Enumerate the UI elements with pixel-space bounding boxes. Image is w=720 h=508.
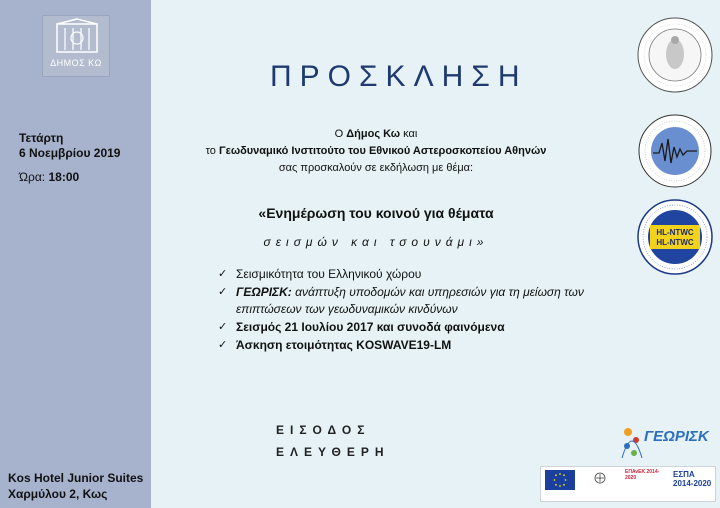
intro-line-1 <box>186 126 566 143</box>
page-title: ΠΡΟΣΚΛΗΣΗ <box>270 60 528 93</box>
municipality-logo-caption: ΔΗΜΟΣ ΚΩ <box>50 58 102 68</box>
hl-ntwc-text-1: HL-NTWC <box>656 228 694 237</box>
entry-line-1: ΕΙΣΟΔΟΣ <box>276 423 371 437</box>
agenda-item-prefix: ΓΕΩΡΙΣΚ: <box>236 285 296 299</box>
georisk-logo <box>618 420 718 462</box>
observatory-seal-icon <box>636 16 714 94</box>
epanek-logo: ΕΠΑνΕΚ 2014-2020 <box>625 469 660 481</box>
espa-logo: ΕΣΠΑ 2014-2020 <box>673 470 712 488</box>
checkmark-icon: ✓ <box>218 339 228 351</box>
venue-address: Χαρμύλου 2, Κως <box>8 487 108 501</box>
host-institute: Γεωδυναμικό Ινστιτούτο του Εθνικού Αστεροσκοπείου Αθηνών <box>218 145 547 157</box>
eu-flag-icon <box>545 470 575 490</box>
greek-emblem-icon <box>585 470 615 490</box>
agenda-item <box>218 284 598 318</box>
sidebar <box>0 0 151 508</box>
topic-line-2: σεισμών και τσουνάμι» <box>263 235 489 249</box>
free-entry <box>276 419 390 463</box>
geodynamic-institute-seal-icon <box>637 113 713 189</box>
time-label: Ώρα <box>19 170 42 184</box>
agenda-item <box>218 337 598 354</box>
observatory-seal <box>636 16 714 94</box>
event-time: Ώρα: 18:00 <box>19 170 80 184</box>
funding-logos-strip <box>540 466 716 502</box>
intro-line-2-prefix: το <box>205 145 219 157</box>
intro-text <box>186 126 566 177</box>
checkmark-icon: ✓ <box>218 268 228 280</box>
event-date: 6 Νοεμβρίου 2019 <box>19 146 121 160</box>
intro-line-3: σας προσκαλούν σε εκδήλωση με θέμα: <box>278 162 474 174</box>
geodynamic-institute-seal <box>637 113 713 189</box>
host-municipality: Δήμος Κω <box>346 128 401 140</box>
topic-line-1: «Ενημέρωση του κοινού για θέματα <box>258 205 494 221</box>
georisk-emblem-icon <box>618 422 646 462</box>
agenda-item-text: Σεισμός 21 Ιουλίου 2017 και συνοδά φαινόμενα <box>236 320 505 334</box>
checkmark-icon: ✓ <box>218 286 228 298</box>
hl-ntwc-seal-icon <box>636 198 714 276</box>
hl-ntwc-seal <box>636 198 714 276</box>
agenda-item <box>218 319 598 336</box>
time-value: 18:00 <box>48 170 80 184</box>
municipality-logo <box>42 15 110 77</box>
intro-line-2 <box>186 143 566 160</box>
agenda-item-text: ανάπτυξη υποδομών και υπηρεσιών για τη μείωση των επιπτώσεων των γεωδυναμικών κινδύνων <box>236 285 584 316</box>
georisk-wordmark: ΓΕΩΡΙΣΚ <box>644 428 709 445</box>
agenda-item-text: Σεισμικότητα του Ελληνικού χώρου <box>236 267 422 281</box>
agenda-item <box>218 266 598 283</box>
checkmark-icon: ✓ <box>218 321 228 333</box>
venue-name: Kos Hotel Junior Suites <box>8 471 144 485</box>
agenda-item-text: Άσκηση ετοιμότητας KOSWAVE19-LM <box>236 338 452 352</box>
intro-line-1-suffix: και <box>400 128 418 140</box>
entry-line-2: ΕΛΕΥΘΕΡΗ <box>276 445 390 459</box>
hl-ntwc-text-2: HL-NTWC <box>656 238 694 247</box>
agenda-list <box>218 266 598 355</box>
municipality-emblem-icon <box>43 16 111 58</box>
event-venue <box>8 470 143 502</box>
event-date-block <box>19 131 120 185</box>
intro-line-1-prefix: Ο <box>334 128 347 140</box>
event-day: Τετάρτη <box>19 131 64 145</box>
